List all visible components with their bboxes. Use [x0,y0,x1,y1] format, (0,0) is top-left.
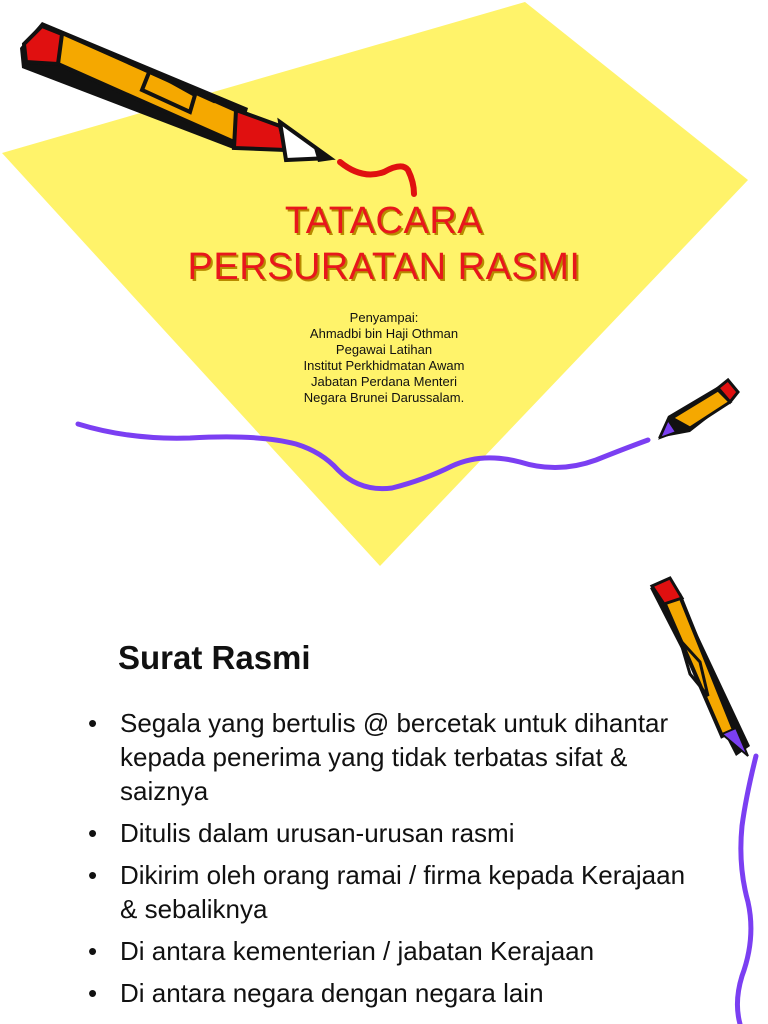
presenter-country: Negara Brunei Darussalam. [303,390,465,405]
presenter-info [0,310,768,406]
presenter-label: Penyampai: [349,310,419,325]
bullet-text: Di antara kementerian / jabatan Kerajaan [120,936,595,966]
bullet-symbol: • [88,978,98,1008]
title-line-1: TATACARA [284,200,484,242]
list-item [88,706,688,808]
title-line-2: PERSURATAN RASMI [187,246,581,288]
list-item [88,976,688,1010]
squiggle-line [737,756,756,1024]
presenter-institute: Institut Perkhidmatan Awam [303,358,465,373]
slide-title: Surat Rasmi [118,639,311,676]
bullet-list [88,706,688,1018]
bullet-text: Dikirim oleh orang ramai / firma kepada Kerajaan & sebaliknya [120,860,686,924]
bullet-symbol: • [88,818,98,848]
bullet-text: Segala yang bertulis @ bercetak untuk dihantar kepada penerima yang tidak terbatas sifat & saiznya [120,708,669,806]
bullet-symbol: • [88,860,98,890]
list-item [88,816,688,850]
bullet-symbol: • [88,936,98,966]
presenter-name: Ahmadbi bin Haji Othman [309,326,459,341]
bullet-text: Ditulis dalam urusan-urusan rasmi [120,818,515,848]
presenter-department: Jabatan Perdana Menteri [311,374,457,389]
list-item [88,934,688,968]
bullet-symbol: • [88,708,98,738]
content-slide [0,566,768,1024]
presenter-position: Pegawai Latihan [335,342,433,357]
bullet-text: Di antara negara dengan negara lain [120,978,544,1008]
list-item [88,858,688,926]
